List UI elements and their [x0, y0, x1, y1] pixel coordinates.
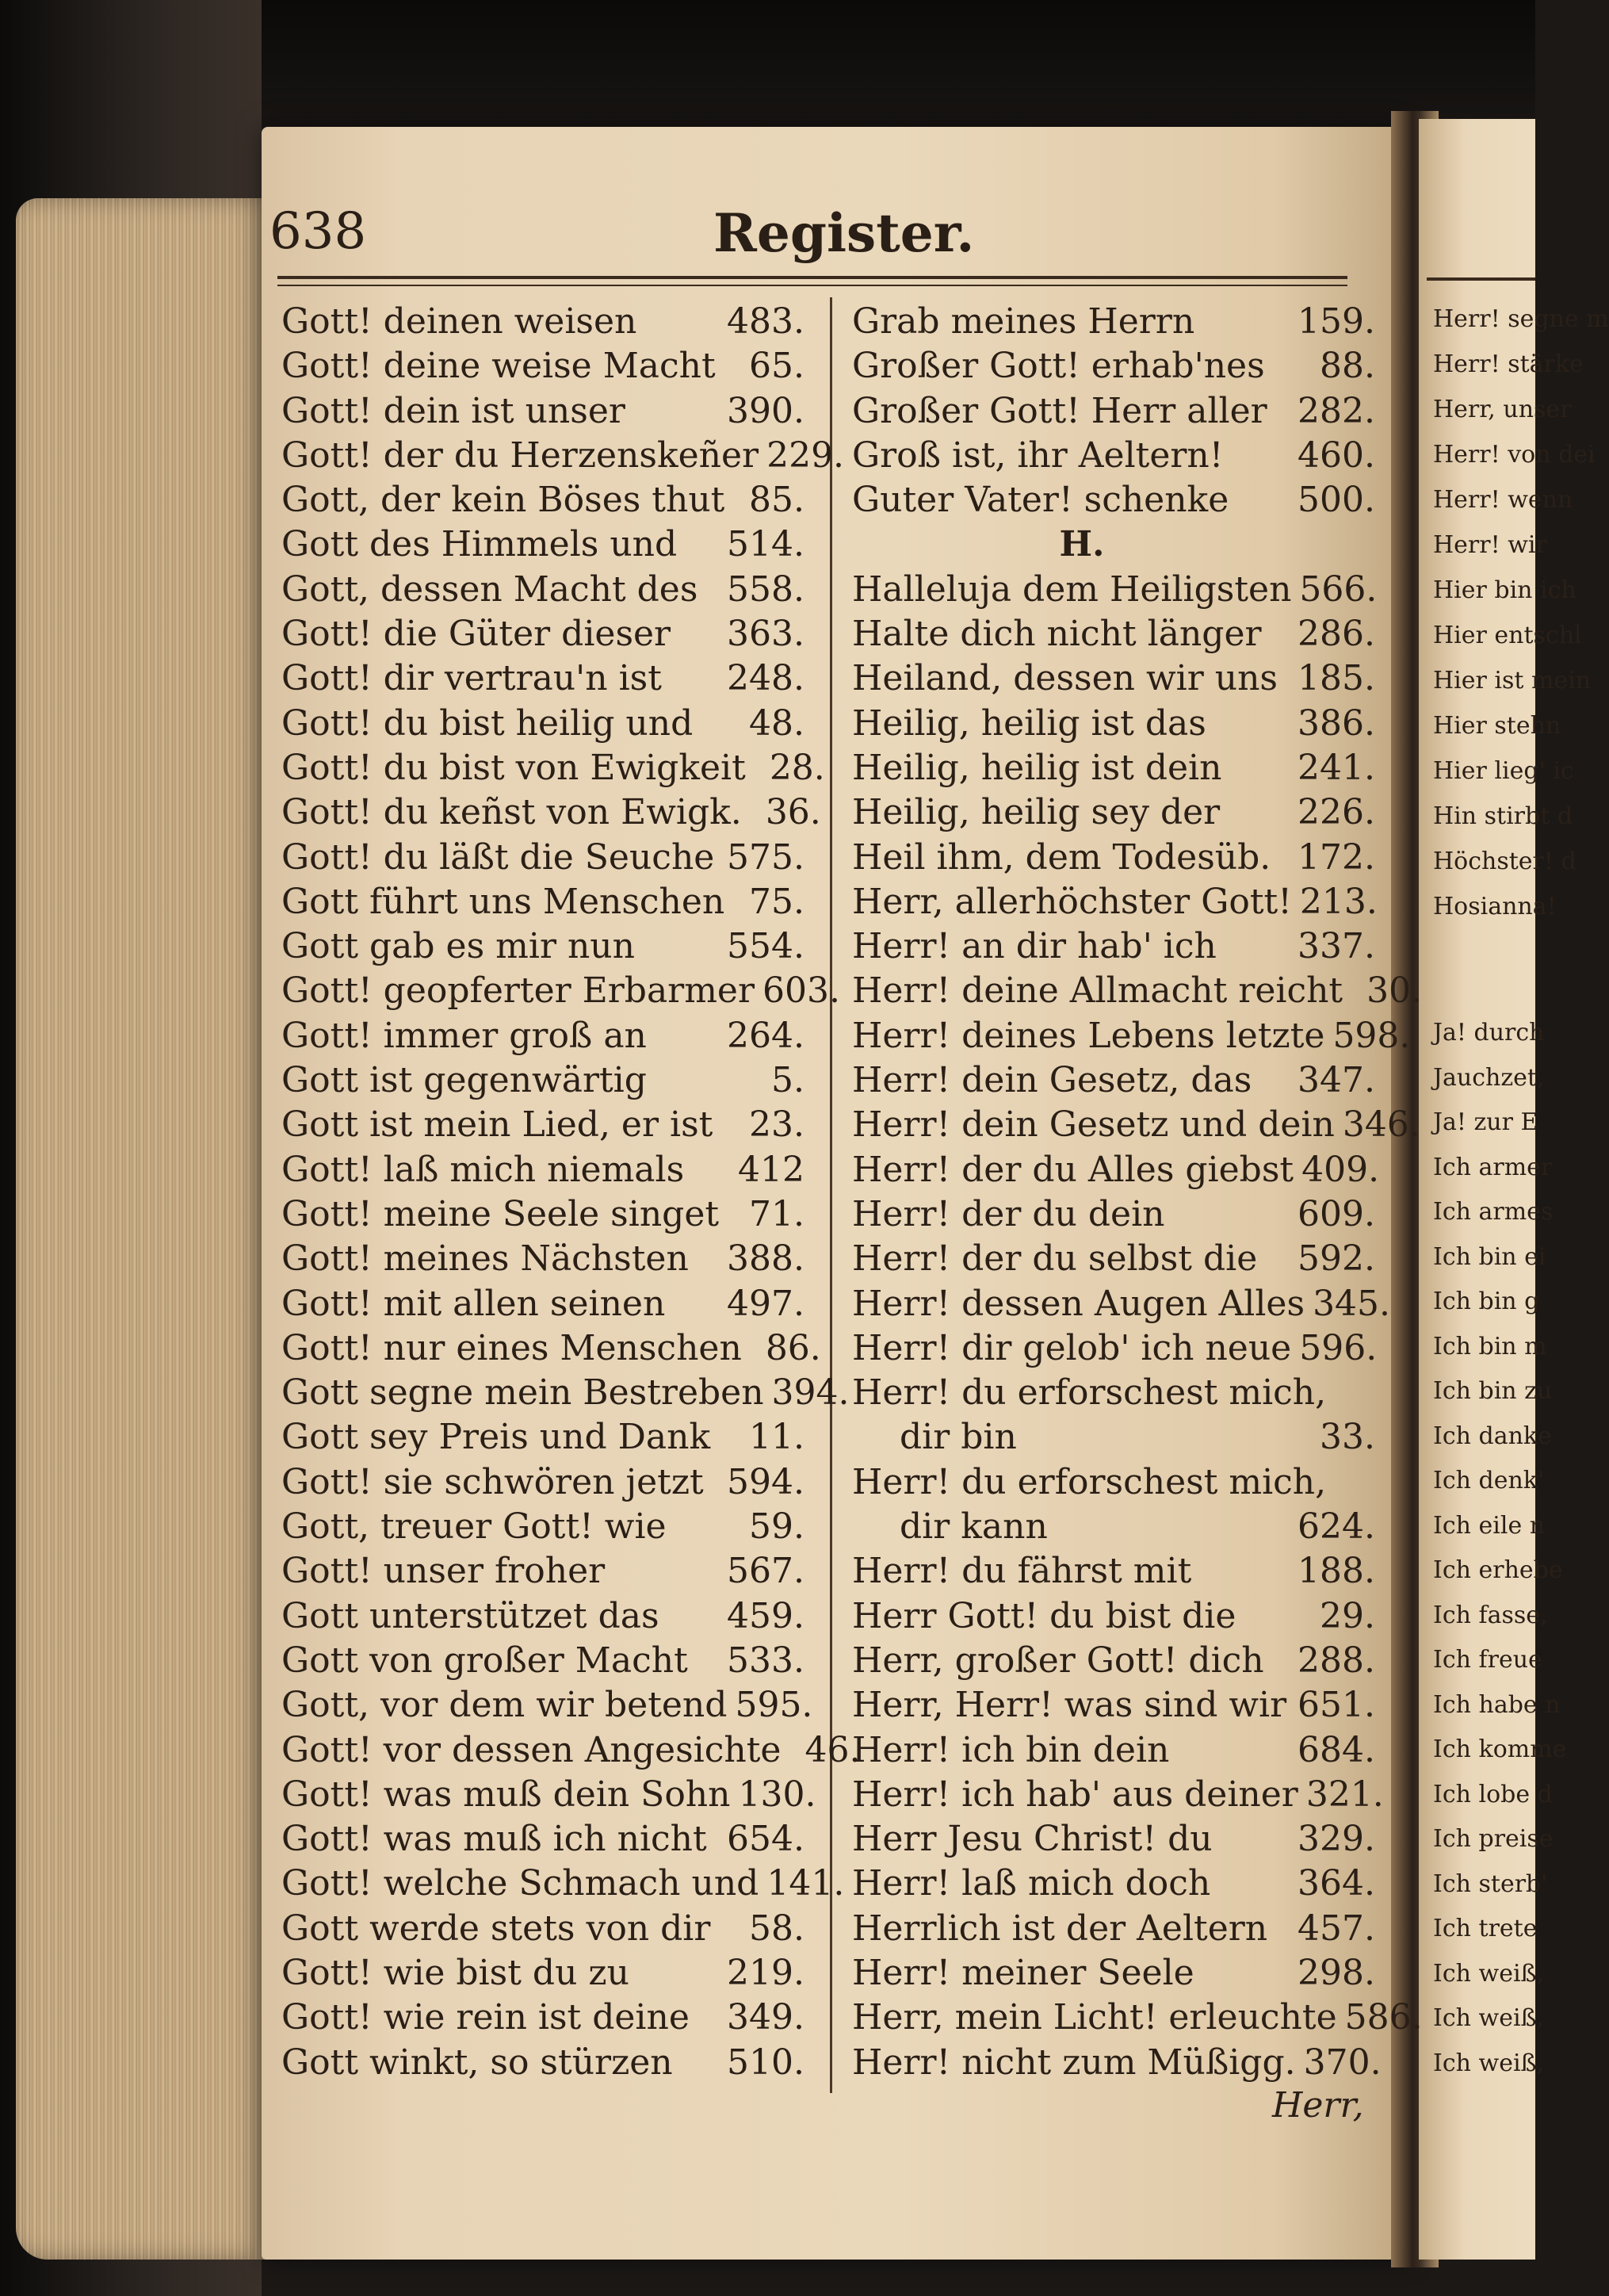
index-entry [852, 1237, 1375, 1281]
entry-text: Gott, treuer Gott! wie [281, 1506, 667, 1548]
index-entry [281, 1148, 804, 1192]
entry-page-number: 592. [1298, 1238, 1375, 1280]
entry-text: Herr Gott! du bist die [852, 1595, 1236, 1636]
entry-page-number: 388. [727, 1238, 804, 1280]
next-page-fragment: Herr! von dei [1433, 441, 1596, 469]
entry-text: Gott! dir vertrau'n ist [281, 658, 662, 699]
index-entry [281, 1951, 804, 1996]
entry-page-number: 23. [749, 1104, 804, 1146]
entry-page-number: 483. [727, 301, 804, 342]
entry-page-number: 684. [1298, 1729, 1375, 1770]
entry-text: Herr! deines Lebens letzte [852, 1015, 1325, 1056]
entry-page-number: 624. [1298, 1506, 1375, 1548]
header-rule [277, 276, 1347, 286]
entry-page-number: 370. [1303, 2042, 1382, 2083]
index-entry [852, 1549, 1375, 1594]
entry-text: Herr, großer Gott! dich [852, 1640, 1264, 1681]
entry-page-number: 58. [749, 1908, 804, 1949]
index-entry [281, 434, 845, 478]
next-page-fragment: Ich danke [1433, 1422, 1552, 1450]
index-entry [281, 1058, 804, 1103]
entry-page-number: 5. [771, 1060, 804, 1101]
index-entry [852, 1415, 1375, 1460]
entry-page-number: 457. [1298, 1908, 1375, 1949]
index-entry [281, 1817, 804, 1862]
entry-text: Gott! du keñst von Ewigk. [281, 792, 742, 833]
entry-text: Gott, dessen Macht des [281, 568, 698, 610]
next-page-fragment: Ich bin g [1433, 1288, 1540, 1315]
entry-text: Gott! sie schwören jetzt [281, 1461, 704, 1502]
next-page-fragment: Ich erhebe [1433, 1556, 1563, 1584]
entry-page-number: 586. [1344, 1997, 1423, 2038]
entry-text: Gott! laß mich niemals [281, 1149, 685, 1190]
index-entry [281, 969, 840, 1013]
entry-page-number: 229. [766, 434, 845, 476]
index-entry [852, 1683, 1375, 1728]
entry-page-number: 188. [1298, 1551, 1375, 1592]
index-entry [852, 1817, 1375, 1862]
index-entry [281, 568, 804, 612]
index-entry [281, 1415, 804, 1460]
index-entry [281, 656, 804, 701]
index-entry [281, 1639, 804, 1683]
entry-text: Herr! ich hab' aus deiner [852, 1774, 1298, 1815]
entry-page-number: 28. [769, 747, 825, 788]
entry-page-number: 88. [1320, 346, 1375, 387]
entry-text: Herr Jesu Christ! du [852, 1819, 1213, 1860]
next-page-fragment: Ich denk' [1433, 1467, 1545, 1494]
entry-page-number: 459. [727, 1595, 804, 1636]
index-entry [281, 1996, 804, 2040]
index-entry [281, 2041, 804, 2085]
next-page-fragment: Ich preise [1433, 1825, 1554, 1853]
next-page-fragment: Ich trete [1433, 1915, 1538, 1942]
next-page-fragment: Ja! zur E [1433, 1108, 1538, 1136]
entry-page-number: 409. [1301, 1149, 1380, 1190]
entry-text: Herr! der du selbst die [852, 1238, 1258, 1280]
entry-page-number: 345. [1313, 1283, 1391, 1324]
entry-page-number: 29. [1320, 1595, 1375, 1636]
entry-text: Herr, allerhöchster Gott! [852, 881, 1292, 922]
index-entry [281, 1014, 804, 1058]
entry-text: Gott! der du Herzenskeñer [281, 434, 759, 476]
index-entry [852, 924, 1375, 969]
entry-text: Gott! du bist heilig und [281, 702, 694, 744]
index-entry [281, 1103, 804, 1147]
entry-page-number: 390. [727, 390, 804, 431]
entry-text: Gott ist gegenwärtig [281, 1060, 647, 1101]
entry-page-number: 286. [1298, 614, 1375, 655]
entry-page-number: 566. [1299, 568, 1378, 610]
column-divider [830, 297, 832, 2093]
entry-text: Gott! mit allen seinen [281, 1283, 666, 1324]
entry-page-number: 363. [727, 614, 804, 655]
entry-page-number: 48. [749, 702, 804, 744]
index-entry [852, 1014, 1411, 1058]
entry-text: Herr! der du Alles giebst [852, 1149, 1294, 1190]
index-entry [852, 478, 1375, 522]
entry-text: Gott segne mein Bestreben [281, 1372, 764, 1414]
entry-text: Herr, Herr! was sind wir [852, 1685, 1287, 1726]
index-entry [852, 1773, 1384, 1817]
next-page-fragment: Ich armer [1433, 1153, 1553, 1181]
index-entry [281, 1594, 804, 1639]
entry-page-number: 514. [727, 524, 804, 565]
index-entry [281, 880, 804, 924]
index-entry [281, 522, 804, 567]
next-page-fragment: Ich freue [1433, 1646, 1542, 1674]
entry-text: Herr! meiner Seele [852, 1952, 1194, 1993]
entry-page-number: 213. [1299, 881, 1378, 922]
entry-page-number: 364. [1298, 1863, 1375, 1904]
index-entry [852, 702, 1375, 746]
entry-page-number: 298. [1298, 1952, 1375, 1993]
entry-page-number: 394. [771, 1372, 850, 1414]
index-entry [281, 612, 804, 656]
next-page-fragment: Ich weiß, [1433, 2004, 1545, 2032]
entry-page-number: 185. [1298, 658, 1375, 699]
entry-text: Gott von großer Macht [281, 1640, 688, 1681]
entry-text: Großer Gott! erhab'nes [852, 346, 1265, 387]
entry-page-number: 75. [749, 881, 804, 922]
next-page-fragment: Hin stirbt d [1433, 802, 1573, 830]
entry-page-number: 141. [766, 1863, 845, 1904]
index-entry [281, 790, 821, 835]
index-entry [852, 1505, 1375, 1549]
index-entry [281, 1862, 845, 1906]
entry-page-number: 85. [749, 480, 804, 521]
entry-page-number: 159. [1298, 301, 1375, 342]
next-page-fragment: Ich fasse, [1433, 1601, 1548, 1629]
entry-page-number: 288. [1298, 1640, 1375, 1681]
entry-text: Gott! deine weise Macht [281, 346, 716, 387]
index-entry [281, 1371, 850, 1415]
entry-text: Gott unterstützet das [281, 1595, 659, 1636]
entry-text: Gott! was muß dein Sohn [281, 1774, 731, 1815]
next-page-fragment: Ich weiß, [1433, 1959, 1545, 1988]
entry-text: Gott führt uns Menschen [281, 881, 725, 922]
section-letter: H. [1059, 524, 1105, 565]
entry-text: Gott, vor dem wir betend [281, 1685, 728, 1726]
entry-text: Heiland, dessen wir uns [852, 658, 1278, 699]
entry-text: Gott winkt, so stürzen [281, 2042, 673, 2083]
entry-text: Heilig, heilig ist dein [852, 747, 1222, 788]
entry-page-number: 282. [1298, 390, 1375, 431]
entry-text: Herr! deine Allmacht reicht [852, 970, 1343, 1012]
entry-text: Herr! der du dein [852, 1193, 1165, 1234]
next-page-fragment: Ich habe n [1433, 1690, 1561, 1719]
next-page-fragment: Hier lieg' ic [1433, 757, 1574, 785]
entry-text: Gott! wie bist du zu [281, 1952, 629, 1993]
index-entry [281, 344, 804, 388]
next-page-fragment: Ich sterb' [1433, 1869, 1548, 1898]
entry-text: Herr! nicht zum Müßigg. [852, 2042, 1296, 2083]
entry-page-number: 86. [765, 1327, 821, 1368]
entry-text: Guter Vater! schenke [852, 480, 1229, 521]
entry-page-number: 533. [727, 1640, 804, 1681]
index-entry [852, 790, 1375, 835]
entry-page-number: 598. [1332, 1015, 1411, 1056]
entry-page-number: 497. [727, 1283, 804, 1324]
index-entry [852, 1594, 1375, 1639]
index-entry [852, 746, 1375, 790]
entry-page-number: 219. [727, 1952, 804, 1993]
index-entry [852, 1326, 1378, 1371]
entry-text: Herr! ich bin dein [852, 1729, 1170, 1770]
next-page-rule [1427, 277, 1535, 285]
entry-page-number: 594. [727, 1461, 804, 1502]
index-column-left [281, 300, 861, 2085]
entry-page-number: 46. [804, 1729, 861, 1770]
entry-page-number [1334, 1371, 1405, 1415]
entry-text: Herr, mein Licht! erleuchte [852, 1997, 1337, 2038]
entry-page-number: 264. [727, 1015, 804, 1056]
entry-page-number: 460. [1298, 434, 1375, 476]
entry-page-number: 510. [727, 2042, 804, 2083]
next-page-fragment: Herr! wenn [1433, 486, 1573, 514]
index-entry [852, 1103, 1420, 1147]
index-entry [281, 924, 804, 969]
next-page-fragment: Herr! stärke [1433, 350, 1584, 378]
entry-page-number: 130. [738, 1774, 816, 1815]
index-entry [852, 389, 1375, 434]
index-entry [852, 1907, 1375, 1951]
index-entry [852, 1996, 1423, 2040]
entry-page-number: 172. [1298, 836, 1375, 878]
entry-page-number [1334, 1460, 1405, 1505]
next-page-fragment: Ja! durch [1433, 1019, 1545, 1047]
index-entry [852, 1371, 1375, 1415]
index-entry [852, 1192, 1375, 1237]
entry-page-number: 33. [1320, 1417, 1375, 1458]
index-entry [852, 1728, 1375, 1773]
entry-page-number: 248. [727, 658, 804, 699]
index-entry [281, 1237, 804, 1281]
entry-text: Gott des Himmels und [281, 524, 678, 565]
entry-text: dir bin [900, 1417, 1017, 1458]
index-entry [281, 836, 804, 880]
entry-page-number: 651. [1298, 1685, 1375, 1726]
index-entry [852, 1951, 1375, 1996]
entry-text: Heilig, heilig sey der [852, 792, 1221, 833]
entry-text: Grab meines Herrn [852, 301, 1195, 342]
index-entry [852, 2041, 1382, 2085]
entry-page-number: 603. [762, 970, 840, 1012]
entry-text: Gott! vor dessen Angesichte [281, 1729, 782, 1770]
next-page-fragment: Ich komme [1433, 1735, 1567, 1763]
entry-page-number: 609. [1298, 1193, 1375, 1234]
index-entry [852, 568, 1378, 612]
index-entry [852, 1460, 1375, 1505]
index-entry [281, 1683, 813, 1728]
entry-page-number: 337. [1298, 926, 1375, 967]
book-page-edges [16, 198, 269, 2260]
entry-text: Herr! du fährst mit [852, 1551, 1192, 1592]
next-page-fragment: Ich armes [1433, 1198, 1554, 1226]
entry-text: Halte dich nicht länger [852, 614, 1262, 655]
next-page-fragment: Ich eile n [1433, 1511, 1546, 1540]
index-entry [281, 1728, 861, 1773]
entry-text: Gott! du läßt die Seuche [281, 836, 715, 878]
entry-page-number: 59. [749, 1506, 804, 1548]
next-page-fragment: Hosianna! [1433, 893, 1557, 920]
entry-page-number: 596. [1299, 1327, 1378, 1368]
entry-page-number: 500. [1298, 480, 1375, 521]
entry-page-number: 11. [749, 1417, 804, 1458]
entry-page-number: 412 [738, 1149, 804, 1190]
entry-text: Gott sey Preis und Dank [281, 1417, 711, 1458]
next-page-fragment: Höchster! d [1433, 848, 1577, 875]
next-page-fragment: Hier bin ich [1433, 576, 1577, 604]
index-entry [281, 1326, 821, 1371]
entry-page-number: 65. [749, 346, 804, 387]
entry-text: dir kann [900, 1506, 1048, 1548]
entry-text: Gott ist mein Lied, er ist [281, 1104, 713, 1146]
entry-text: Gott! meines Nächsten [281, 1238, 689, 1280]
next-page-fragment: Ich bin ei [1433, 1242, 1546, 1271]
index-entry [281, 300, 804, 344]
entry-text: Herrlich ist der Aeltern [852, 1908, 1268, 1949]
entry-text: Herr! laß mich doch [852, 1863, 1211, 1904]
entry-text: Gott! du bist von Ewigkeit [281, 747, 746, 788]
index-entry [852, 1862, 1375, 1906]
next-page-fragment: Herr, unser [1433, 396, 1572, 423]
entry-text: Gott, der kein Böses thut [281, 480, 725, 521]
entry-page-number: 346. [1342, 1104, 1420, 1146]
index-entry [852, 434, 1375, 478]
index-entry [281, 1192, 804, 1237]
next-page-fragment: Hier ist mein [1433, 667, 1592, 695]
next-page-fragment: Ich weiß, [1433, 2049, 1545, 2077]
next-page-fragment: Jauchzet, [1433, 1063, 1545, 1092]
entry-text: Groß ist, ihr Aeltern! [852, 434, 1224, 476]
page-number: 638 [269, 202, 367, 261]
index-entry [281, 1460, 804, 1505]
entry-page-number: 349. [727, 1997, 804, 2038]
entry-text: Gott! deinen weisen [281, 301, 637, 342]
index-entry [852, 880, 1378, 924]
entry-page-number: 575. [727, 836, 804, 878]
entry-page-number: 241. [1298, 747, 1375, 788]
entry-text: Großer Gott! Herr aller [852, 390, 1267, 431]
entry-page-number: 567. [727, 1551, 804, 1592]
index-entry [852, 612, 1375, 656]
entry-text: Gott werde stets von dir [281, 1908, 711, 1949]
next-page-fragment: Hier entschl [1433, 622, 1582, 649]
index-entry [852, 1058, 1375, 1103]
next-page-fragment: Herr! wir [1433, 531, 1547, 559]
entry-page-number: 321. [1305, 1774, 1384, 1815]
entry-page-number: 595. [735, 1685, 813, 1726]
index-entry [852, 1148, 1380, 1192]
entry-text: Gott! was muß ich nicht [281, 1819, 707, 1860]
index-entry [281, 389, 804, 434]
entry-page-number: 36. [765, 792, 821, 833]
entry-page-number: 30. [1366, 970, 1423, 1012]
entry-page-number: 71. [749, 1193, 804, 1234]
page-title: Register. [713, 202, 975, 264]
entry-text: Halleluja dem Heiligsten [852, 568, 1292, 610]
index-entry [852, 344, 1375, 388]
entry-text: Herr! dessen Augen Alles [852, 1283, 1305, 1324]
entry-text: Herr! dein Gesetz, das [852, 1060, 1252, 1101]
entry-text: Herr! du erforschest mich, [852, 1461, 1327, 1502]
entry-text: Heilig, heilig ist das [852, 702, 1206, 744]
index-entry [852, 1639, 1375, 1683]
next-page-fragment: Hier stehn [1433, 712, 1561, 740]
entry-page-number: 329. [1298, 1819, 1375, 1860]
entry-page-number: 347. [1298, 1060, 1375, 1101]
index-entry [281, 1505, 804, 1549]
entry-text: Gott! wie rein ist deine [281, 1997, 690, 2038]
entry-page-number: 386. [1298, 702, 1375, 744]
entry-text: Herr! an dir hab' ich [852, 926, 1217, 967]
index-entry [852, 969, 1423, 1013]
entry-text: Gott! geopferter Erbarmer [281, 970, 755, 1012]
index-entry [852, 300, 1375, 344]
next-page-fragment: Ich bin m [1433, 1332, 1547, 1360]
index-entry [852, 836, 1375, 880]
entry-page-number: 554. [727, 926, 804, 967]
index-entry [281, 702, 804, 746]
entry-text: Gott gab es mir nun [281, 926, 635, 967]
entry-page-number: 226. [1298, 792, 1375, 833]
entry-text: Gott! unser froher [281, 1551, 606, 1592]
entry-page-number: 558. [727, 568, 804, 610]
index-entry [852, 656, 1375, 701]
next-page-fragment: Herr! segne m [1433, 305, 1609, 333]
entry-text: Gott! nur eines Menschen [281, 1327, 742, 1368]
entry-text: Herr! du erforschest mich, [852, 1372, 1327, 1414]
index-entry [281, 1282, 804, 1326]
index-entry [281, 1773, 816, 1817]
page-header [269, 202, 1363, 274]
entry-text: Gott! meine Seele singet [281, 1193, 720, 1234]
index-entry [281, 746, 825, 790]
next-page-fragment: Ich bin zu [1433, 1377, 1553, 1405]
entry-text: Gott! die Güter dieser [281, 614, 671, 655]
entry-page-number: 654. [727, 1819, 804, 1860]
index-column-right [852, 300, 1423, 2085]
entry-text: Herr! dir gelob' ich neue [852, 1327, 1292, 1368]
entry-text: Gott! dein ist unser [281, 390, 625, 431]
catchword: Herr, [1272, 2085, 1364, 2126]
entry-text: Herr! dein Gesetz und dein [852, 1104, 1335, 1146]
index-entry [852, 1282, 1391, 1326]
entry-text: Gott! welche Schmach und [281, 1863, 759, 1904]
entry-text: Heil ihm, dem Todesüb. [852, 836, 1271, 878]
index-entry [281, 1549, 804, 1594]
index-entry [281, 1907, 804, 1951]
entry-text: Gott! immer groß an [281, 1015, 647, 1056]
next-page-fragment: Ich lobe d [1433, 1780, 1553, 1808]
index-entry [281, 478, 804, 522]
